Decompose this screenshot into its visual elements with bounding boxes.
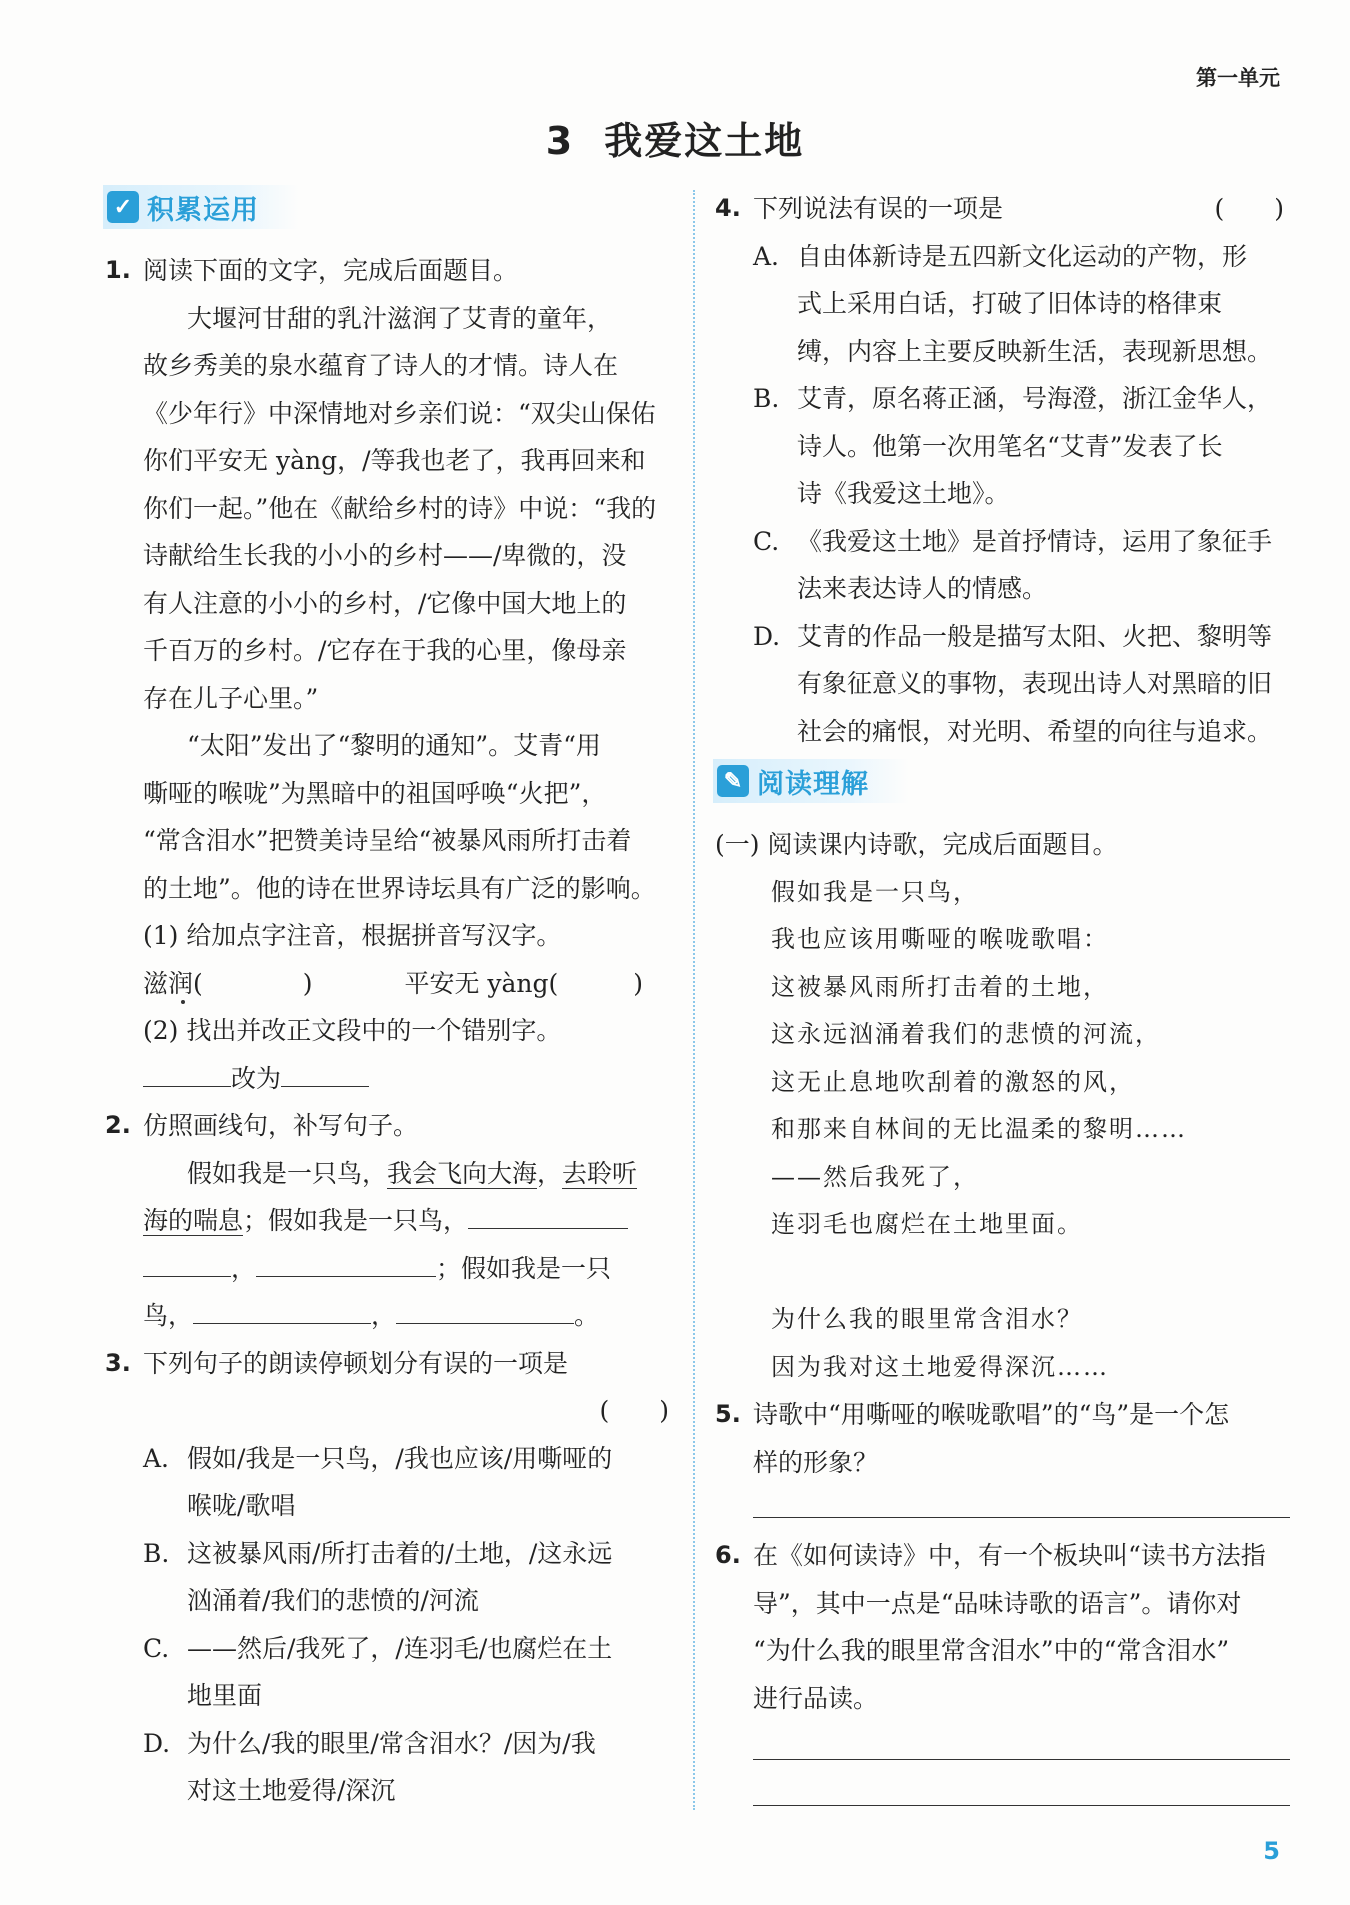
wrong-char-blank[interactable]	[143, 1064, 231, 1087]
lesson-number: 3	[545, 119, 575, 163]
answer-line	[105, 1292, 675, 1340]
sentence-text: ，	[371, 1301, 397, 1330]
option-b[interactable]	[715, 375, 1290, 423]
answer-blank[interactable]	[256, 1254, 436, 1277]
page-number: 5	[1263, 1837, 1280, 1865]
word-ziyun-head: 滋	[143, 968, 169, 998]
poem-line: 和那来自林间的无比温柔的黎明……	[771, 1115, 1187, 1143]
option-d[interactable]	[105, 1720, 675, 1768]
question-prompt: “为什么我的眼里常含泪水”中的“常含泪水”	[753, 1636, 1230, 1665]
option-text: 艾青的作品一般是描写太阳、火把、黎明等	[797, 621, 1273, 651]
answer-line[interactable]	[753, 1758, 1290, 1760]
model-sentence-line	[105, 1150, 675, 1198]
answer-paren[interactable]: ( )	[1214, 194, 1284, 223]
answer-blank[interactable]	[193, 1301, 371, 1324]
option-text: 假如/我是一只鸟，/我也应该/用嘶哑的	[187, 1443, 613, 1473]
question-6	[715, 1532, 1290, 1806]
poem-line: 为什么我的眼里常含泪水？	[771, 1305, 1083, 1333]
question-prompt: 在《如何读诗》中，有一个板块叫“读书方法指	[753, 1541, 1266, 1570]
section-badge-reading	[713, 759, 909, 803]
passage-line: 《少年行》中深情地对乡亲们说：“双尖山保佑	[143, 398, 656, 428]
passage-line: 嘶哑的喉咙”为黑暗中的祖国呼唤“火把”，	[143, 778, 607, 808]
option-d[interactable]	[715, 613, 1290, 661]
passage-line: “常含泪水”把赞美诗呈给“被暴风雨所打击着	[143, 826, 632, 855]
poem-line: 假如我是一只鸟，	[771, 877, 979, 906]
passage-line: 存在儿子心里。”	[143, 683, 319, 713]
underlined-phrase: 去聆听	[562, 1158, 638, 1188]
poem-line: 这永远汹涌着我们的悲愤的河流，	[771, 1020, 1161, 1048]
reading-passage-1	[715, 821, 1290, 1391]
option-text: 诗人。他第一次用笔名“艾青”发表了长	[797, 431, 1223, 461]
option-text: 这被暴风雨/所打击着的/土地，/这永远	[187, 1538, 613, 1568]
question-5	[715, 1391, 1290, 1518]
poem-stanza-gap	[715, 1249, 1290, 1297]
option-text: 法来表达诗人的情感。	[797, 574, 1048, 603]
subquestion-1: (1) 给加点字注音，根据拼音写汉字。	[143, 921, 562, 950]
poem-line: 连羽毛也腐烂在土地里面。	[771, 1210, 1083, 1238]
dotted-character: 润	[168, 968, 194, 998]
underlined-phrase: 海的喘息	[143, 1206, 244, 1235]
model-sentence-line	[105, 1197, 675, 1245]
sentence-text: 假如我是一只鸟，	[187, 1158, 388, 1188]
passage-line: 千百万的乡村。/它存在于我的心里，像母亲	[143, 636, 627, 665]
lesson-name: 我爱这土地	[604, 119, 805, 163]
passage-line: 你们平安无 yàng，/等我也老了，我再回来和	[143, 446, 646, 475]
poem-line: 这无止息地吹刮着的激怒的风，	[771, 1067, 1135, 1096]
answer-line[interactable]	[753, 1804, 1290, 1806]
answer-blank[interactable]	[143, 1254, 231, 1277]
question-prompt: 进行品读。	[753, 1683, 879, 1713]
option-label: A.	[143, 1443, 170, 1473]
passage-line: 的土地”。他的诗在世界诗坛具有广泛的影响。	[143, 873, 656, 903]
option-label: B.	[143, 1538, 170, 1568]
question-prompt: 下列句子的朗读停顿划分有误的一项是	[143, 1348, 569, 1378]
option-text: 式上采用白话，打破了旧体诗的格律束	[797, 289, 1223, 318]
question-prompt: 下列说法有误的一项是	[753, 194, 1004, 223]
sentence-text: ；假如我是一只鸟，	[243, 1206, 469, 1235]
column-divider	[693, 190, 695, 1810]
passage-line: 故乡秀美的泉水蕴育了诗人的才情。诗人在	[143, 351, 619, 380]
sentence-text: 鸟，	[143, 1301, 194, 1330]
question-number: 1.	[105, 256, 131, 284]
passage-line: 大堰河甘甜的乳汁滋润了艾青的童年，	[187, 303, 613, 333]
question-prompt: 阅读下面的文字，完成后面题目。	[143, 256, 519, 285]
question-number: 3.	[105, 1348, 131, 1377]
subquestion-2: (2) 找出并改正文段中的一个错别字。	[143, 1016, 562, 1045]
passage-line: 你们一起。”他在《献给乡村的诗》中说：“我的	[143, 493, 657, 523]
poem-line: 因为我对这土地爱得深沉……	[771, 1352, 1109, 1381]
option-label: C.	[753, 526, 780, 556]
poem-line: 我也应该用嘶哑的喉咙歌唱：	[771, 925, 1109, 953]
pencil-icon: ✎	[717, 765, 749, 797]
lesson-title	[0, 110, 1350, 165]
option-text: 《我爱这土地》是首抒情诗，运用了象征手	[797, 526, 1273, 556]
option-text: 艾青，原名蒋正涵，号海澄，浙江金华人，	[797, 384, 1273, 413]
option-c[interactable]	[105, 1625, 675, 1673]
option-text: ——然后/我死了，/连羽毛/也腐烂在土	[187, 1633, 613, 1663]
option-label: C.	[143, 1633, 170, 1663]
question-number: 5.	[715, 1400, 741, 1428]
answer-line[interactable]	[753, 1516, 1290, 1518]
answer-blank[interactable]	[468, 1206, 628, 1229]
checkbox-icon: ✓	[107, 191, 139, 223]
typo-correction-row	[105, 1055, 675, 1103]
section-badge-accumulate	[103, 185, 299, 229]
passage-line: 有人注意的小小的乡村，/它像中国大地上的	[143, 588, 627, 618]
option-text: 社会的痛恨，对光明、希望的向往与追求。	[797, 716, 1273, 746]
change-to-label: 改为	[231, 1063, 282, 1093]
option-text: 喉咙/歌唱	[187, 1491, 296, 1520]
question-2	[105, 1102, 675, 1340]
option-text: 为什么/我的眼里/常含泪水？/因为/我	[187, 1728, 596, 1758]
answer-paren[interactable]: ( )	[193, 968, 313, 998]
poem-line: 这被暴风雨所打击着的土地，	[771, 972, 1109, 1001]
option-label: D.	[753, 621, 781, 651]
question-4	[715, 185, 1290, 755]
option-label: D.	[143, 1728, 171, 1758]
pinyin-answers	[105, 960, 675, 1008]
poem-line: ——然后我死了，	[771, 1162, 979, 1191]
question-prompt: 样的形象？	[753, 1447, 879, 1477]
left-column	[105, 185, 675, 1815]
answer-paren[interactable]: ( )	[599, 1396, 669, 1425]
question-prompt: 诗歌中“用嘶哑的喉咙歌唱”的“鸟”是一个怎	[753, 1400, 1230, 1429]
option-text: 有象征意义的事物，表现出诗人对黑暗的旧	[797, 669, 1273, 698]
sentence-text: ；假如我是一只	[436, 1253, 612, 1283]
answer-line	[105, 1245, 675, 1293]
question-1	[105, 247, 675, 1102]
passage-line: 诗献给生长我的小小的乡村——/卑微的，没	[143, 541, 627, 570]
section-title-accumulate: 积累运用	[147, 194, 259, 226]
sentence-text: ，	[231, 1253, 257, 1283]
right-column	[715, 185, 1290, 1806]
option-text: 地里面	[187, 1681, 263, 1710]
underlined-phrase: 我会飞向大海	[387, 1158, 538, 1188]
correct-char-blank[interactable]	[281, 1064, 369, 1087]
word-pingan-wuyang[interactable]: 平安无 yàng( )	[404, 968, 644, 998]
option-text: 对这土地爱得/深沉	[187, 1776, 396, 1805]
question-number: 2.	[105, 1111, 131, 1139]
option-text: 缚，内容上主要反映新生活，表现新思想。	[797, 336, 1273, 366]
question-prompt: 导”，其中一点是“品味诗歌的语言”。请你对	[753, 1588, 1242, 1618]
sentence-text: 。	[574, 1301, 600, 1330]
option-a[interactable]	[105, 1435, 675, 1483]
question-prompt: 仿照画线句，补写句子。	[143, 1111, 419, 1140]
reading-prompt: (一) 阅读课内诗歌，完成后面题目。	[715, 830, 1118, 859]
option-label: A.	[753, 241, 780, 271]
question-number: 4.	[715, 194, 741, 222]
answer-blank[interactable]	[396, 1301, 574, 1324]
option-label: B.	[753, 384, 780, 413]
passage-line: “太阳”发出了“黎明的通知”。艾青“用	[187, 731, 601, 760]
unit-label: 第一单元	[1196, 66, 1280, 90]
option-text: 汹涌着/我们的悲愤的/河流	[187, 1586, 479, 1615]
option-text: 自由体新诗是五四新文化运动的产物，形	[797, 241, 1248, 271]
option-text: 诗《我爱这土地》。	[797, 479, 1010, 508]
option-c[interactable]	[715, 518, 1290, 566]
question-number: 6.	[715, 1541, 741, 1569]
section-title-reading: 阅读理解	[757, 768, 869, 800]
option-a[interactable]	[715, 233, 1290, 281]
option-b[interactable]	[105, 1530, 675, 1578]
sentence-text: ，	[537, 1158, 563, 1188]
question-3	[105, 1340, 675, 1815]
